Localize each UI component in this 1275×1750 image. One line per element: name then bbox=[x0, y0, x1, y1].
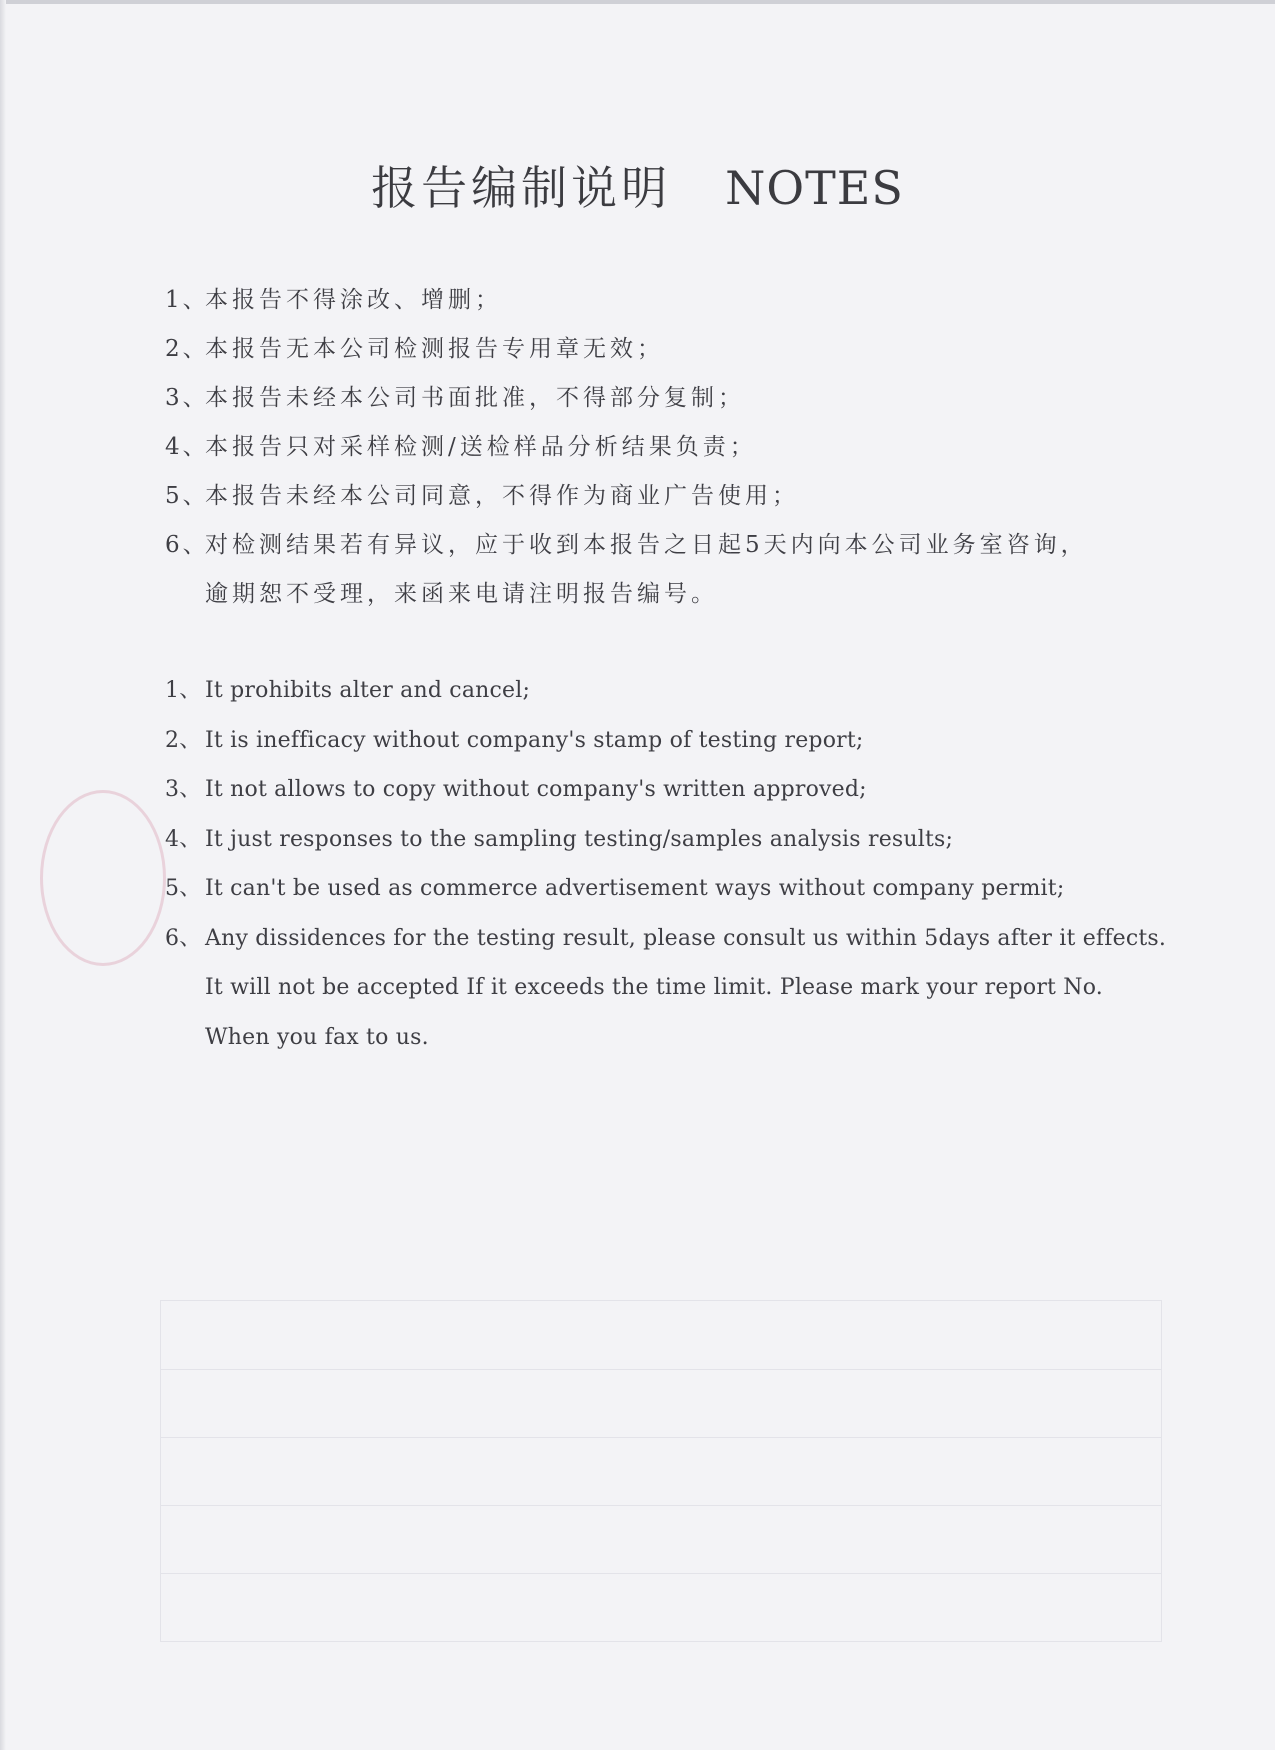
item-number: 6、 bbox=[165, 532, 209, 558]
list-item bbox=[165, 374, 1165, 423]
item-text: It not allows to copy without company's written approved; bbox=[205, 777, 867, 802]
item-text: Any dissidences for the testing result, please consult us within 5days after it effects. bbox=[205, 925, 1167, 951]
faded-table-rule bbox=[161, 1573, 1161, 1574]
notes-chinese-list bbox=[165, 276, 1165, 619]
item-number: 1、 bbox=[165, 287, 209, 313]
item-number: 1、 bbox=[165, 678, 202, 703]
item-text: It just responses to the sampling testing/samples analysis results; bbox=[205, 826, 954, 852]
faded-stamp-show-through bbox=[40, 790, 166, 966]
item-text: It is inefficacy without company's stamp of testing report; bbox=[205, 727, 864, 753]
list-item bbox=[165, 521, 1165, 619]
list-item bbox=[165, 666, 1165, 716]
item-number: 6、 bbox=[165, 925, 202, 951]
item-text: 本报告无本公司检测报告专用章无效； bbox=[205, 336, 664, 362]
item-number: 2、 bbox=[165, 336, 209, 362]
list-item bbox=[165, 815, 1165, 865]
item-number: 5、 bbox=[165, 876, 202, 901]
item-text: 本报告未经本公司同意，不得作为商业广告使用； bbox=[205, 483, 799, 509]
notes-english-list bbox=[165, 666, 1165, 1062]
item-number: 3、 bbox=[165, 777, 202, 802]
title-english: NOTES bbox=[725, 161, 904, 215]
list-item bbox=[165, 423, 1165, 472]
item-number: 4、 bbox=[165, 434, 209, 460]
faded-table-rule bbox=[161, 1369, 1161, 1370]
title-chinese: 报告编制说明 bbox=[371, 161, 672, 215]
item-text: 本报告未经本公司书面批准，不得部分复制； bbox=[205, 385, 745, 411]
item-text: 本报告只对采样检测/送检样品分析结果负责； bbox=[205, 434, 757, 460]
item-number: 5、 bbox=[165, 483, 209, 509]
faded-table-rule bbox=[161, 1505, 1161, 1506]
page-title bbox=[0, 152, 1275, 218]
item-text: It prohibits alter and cancel; bbox=[205, 678, 531, 703]
item-number: 3、 bbox=[165, 385, 209, 411]
item-text: 本报告不得涂改、增删； bbox=[205, 287, 502, 313]
list-item bbox=[165, 864, 1165, 914]
item-number: 2、 bbox=[165, 727, 202, 753]
list-item bbox=[165, 716, 1165, 766]
faded-table-show-through bbox=[160, 1300, 1162, 1642]
list-item bbox=[165, 914, 1165, 1063]
faded-table-rule bbox=[161, 1437, 1161, 1438]
list-item bbox=[165, 325, 1165, 374]
item-text: 对检测结果若有异议，应于收到本报告之日起5天内向本公司业务室咨询， bbox=[205, 532, 1088, 558]
scan-top-edge bbox=[0, 0, 1275, 4]
item-number: 4、 bbox=[165, 826, 202, 852]
scan-left-edge bbox=[0, 0, 6, 1750]
item-text-continued: 逾期恕不受理，来函来电请注明报告编号。 bbox=[205, 581, 718, 607]
list-item bbox=[165, 276, 1165, 325]
item-text-continued: When you fax to us. bbox=[205, 1024, 429, 1050]
list-item bbox=[165, 765, 1165, 815]
item-text: It can't be used as commerce advertisement ways without company permit; bbox=[205, 876, 1065, 901]
item-text-continued: It will not be accepted If it exceeds the time limit. Please mark your report No. bbox=[205, 975, 1103, 1000]
list-item bbox=[165, 472, 1165, 521]
